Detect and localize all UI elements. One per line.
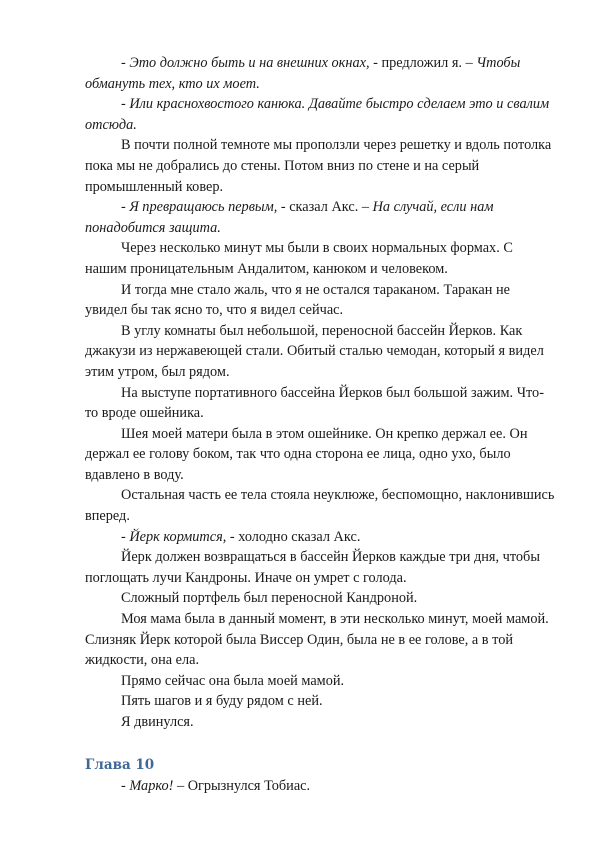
paragraph-segment: Через несколько минут мы были в своих нормальных формах. С нашим проницательным Андалитом, канюком и человеком. (85, 240, 513, 277)
paragraph-segment: Остальная часть ее тела стояла неуклюже, беспомощно, наклонившись вперед. (85, 487, 555, 525)
paragraph (85, 588, 555, 609)
paragraph-segment: - холодно сказал Акс. (229, 528, 361, 545)
chapter-heading: Глава 10 (85, 756, 155, 773)
paragraph (85, 238, 555, 279)
paragraph-segment: - Это должно быть и на внешних окнах, (121, 55, 374, 71)
paragraph (85, 527, 555, 548)
paragraph (85, 609, 555, 671)
chapter-first-paragraph-segment: - Марко! (121, 777, 177, 794)
paragraph (85, 383, 555, 424)
paragraph-segment: На выступе портативного бассейна Йерков был большой зажим. Что-то вроде ошейника. (85, 384, 544, 422)
paragraph-segment: Я двинулся. (121, 714, 194, 730)
text-block (85, 53, 555, 796)
paragraph-segment: Пять шагов и я буду рядом с ней. (121, 693, 323, 710)
paragraph (85, 691, 555, 712)
paragraph-segment: Йерк должен возвращаться в бассейн Йерков каждые три дня, чтобы поглощать лучи Кандроны. Иначе он умрет с голода. (85, 549, 540, 586)
paragraph-segment: И тогда мне стало жаль, что я не остался тараканом. Таракан не увидел бы так ясно то, что я видел сейчас. (85, 281, 510, 319)
paragraph-segment: - предложил я. – (373, 55, 477, 71)
paragraph-segment: Сложный портфель был переносной Кандроной. (121, 590, 418, 607)
paragraph-segment: В углу комнаты был небольшой, переносной бассейн Йерков. Как джакузи из нержавеющей стали. Обитый сталью чемодан, который я видел этим утром, был рядом. (85, 322, 544, 380)
paragraph-list (85, 53, 555, 733)
paragraph-segment: - Йерк кормится, (121, 528, 230, 545)
paragraph-segment: - сказал Акс. – (280, 199, 373, 216)
chapter-first-paragraph-segment: – Огрызнулся Тобиас. (176, 777, 311, 794)
paragraph (85, 547, 555, 588)
paragraph-segment: Чтобы обмануть тех, кто их моет. (85, 55, 521, 92)
paragraph (85, 321, 555, 383)
paragraph (85, 94, 555, 135)
paragraph (85, 712, 555, 733)
paragraph (85, 197, 555, 238)
paragraph (85, 671, 555, 692)
section-gap (85, 733, 555, 755)
paragraph-segment: - Я превращаюсь первым, (121, 199, 281, 216)
paragraph-segment: Моя мама была в данный момент, в эти несколько минут, моей мамой. Слизняк Йерк которой была Виссер Один, была не в ее голове, а в той жидкости, она ела. (85, 611, 549, 669)
paragraph-segment: На случай, если нам понадобится защита. (85, 199, 494, 236)
paragraph (85, 280, 555, 321)
chapter-first-paragraph (85, 776, 555, 797)
paragraph (85, 424, 555, 486)
paragraph (85, 485, 555, 526)
paragraph-segment: Прямо сейчас она была моей мамой. (121, 672, 345, 689)
paragraph (85, 135, 555, 197)
paragraph-segment: В почти полной темноте мы проползли через решетку и вдоль потолка пока мы не добрались до стены. Потом вниз по стене и на серый промышленный ковер. (85, 137, 552, 195)
paragraph-segment: - Или краснохвостого канюка. Давайте быстро сделаем это и свалим отсюда. (85, 96, 550, 133)
paragraph (85, 53, 555, 94)
paragraph-segment: Шея моей матери была в этом ошейнике. Он крепко держал ее. Он держал ее голову боком, так что одна сторона ее лица, одно ухо, было вдавлено в воду. (85, 425, 528, 483)
